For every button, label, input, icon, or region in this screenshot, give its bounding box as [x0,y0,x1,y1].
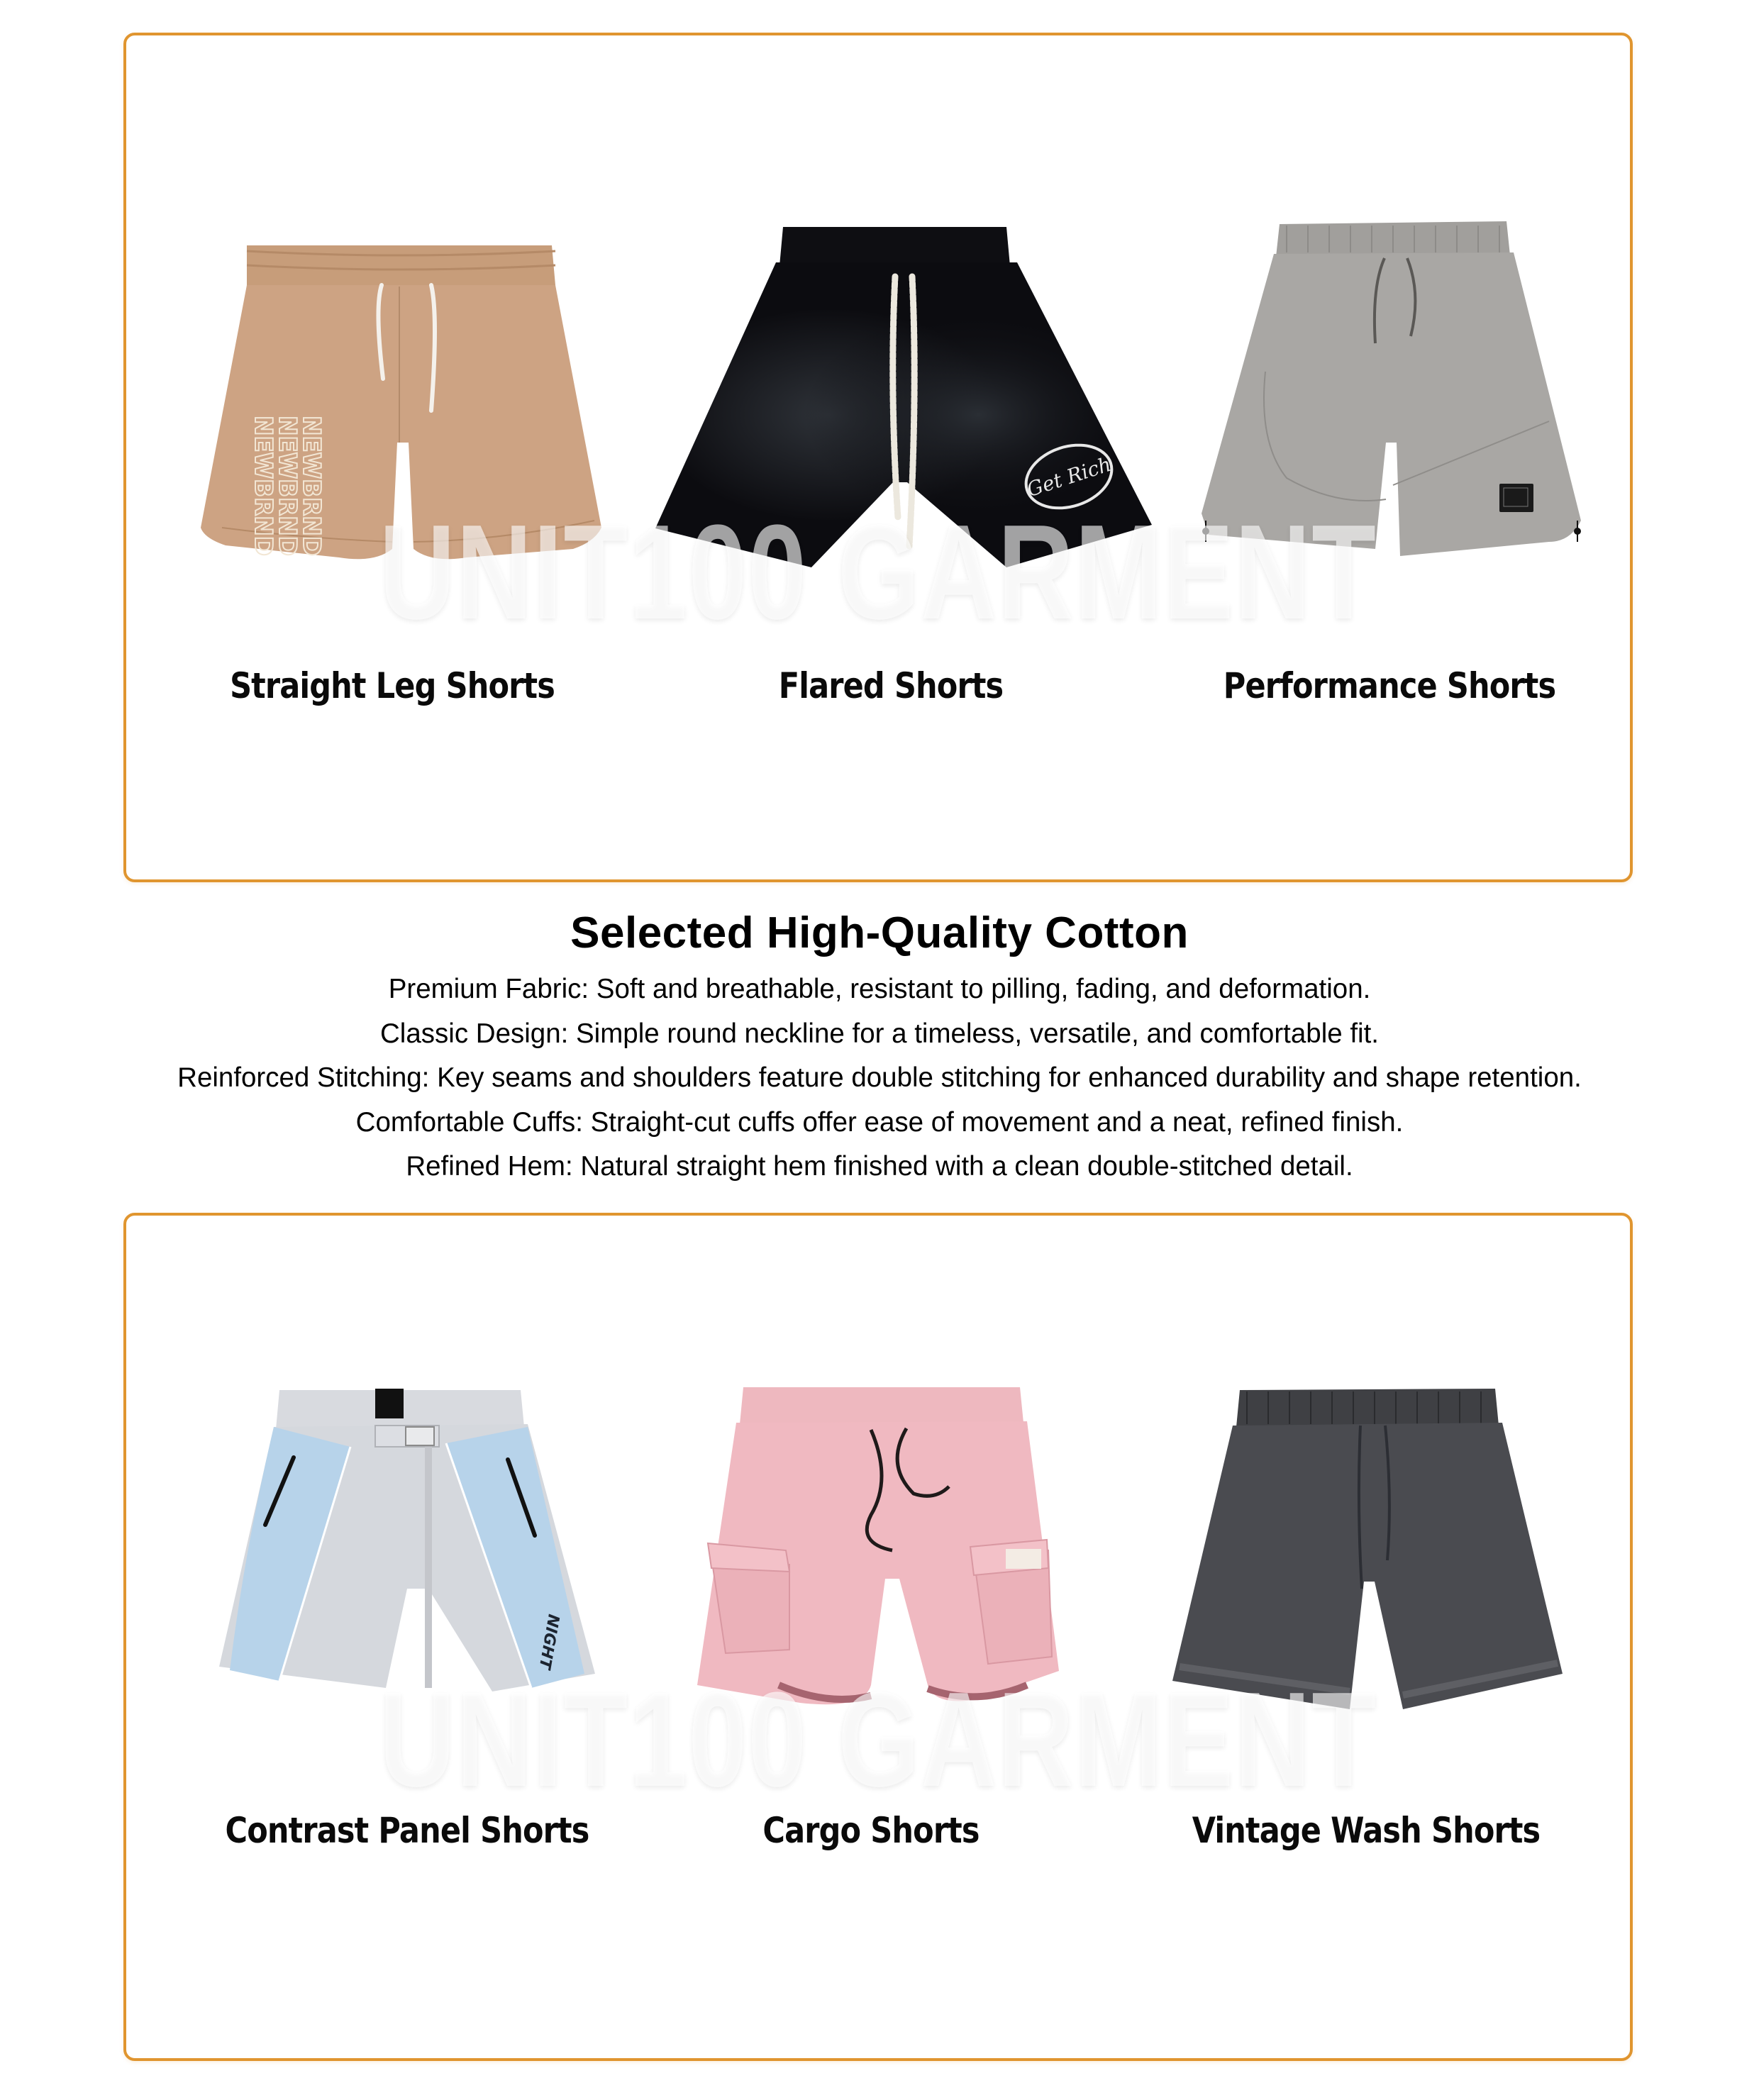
product-label-straight-leg: Straight Leg Shorts [230,665,555,706]
product-card-top [123,33,1633,882]
product-label-contrast-panel: Contrast Panel Shorts [225,1810,589,1851]
product-label-performance: Performance Shorts [1223,665,1556,706]
svg-text:NEWBRND: NEWBRND [297,416,326,556]
feature-title: Selected High-Quality Cotton [570,909,1189,957]
svg-text:NIGHT: NIGHT [535,1612,562,1671]
feature-line-comfortable-cuffs: Comfortable Cuffs: Straight-cut cuffs offer ease of movement and a neat, refined finish. [355,1106,1404,1138]
feature-line-refined-hem: Refined Hem: Natural straight hem finished with a clean double-stitched detail. [406,1151,1353,1182]
shorts-icon [648,213,1159,574]
svg-text:Get Rich: Get Rich [1023,452,1114,502]
shorts-icon [1169,1376,1566,1716]
pink-cargo-shorts-image[interactable] [694,1373,1062,1713]
brand-watermark: UNIT100 GARMENT [379,497,1377,648]
shorts-icon [197,230,609,570]
feature-line-classic-design: Classic Design: Simple round neckline for a timeless, versatile, and comfortable fit. [380,1018,1379,1049]
tan-drawstring-shorts-image[interactable] [197,230,609,570]
feature-block [0,899,1759,1189]
svg-text:NEWBRND: NEWBRND [273,416,301,556]
feature-line-reinforced-stitching: Reinforced Stitching: Key seams and shoulders feature double stitching for enhanced durability and shape retention. [177,1062,1582,1093]
feature-line-premium-fabric: Premium Fabric: Soft and breathable, resistant to pilling, fading, and deformation. [388,974,1371,1004]
black-flared-shorts-image[interactable] [648,213,1159,574]
svg-text:NEWBRND: NEWBRND [249,416,277,556]
product-label-flared: Flared Shorts [778,665,1004,706]
contrast-panel-shorts-image[interactable] [216,1376,599,1702]
product-card-bottom [123,1213,1633,2061]
vintage-wash-shorts-image[interactable] [1169,1376,1566,1716]
product-label-vintage-wash: Vintage Wash Shorts [1192,1810,1541,1851]
brand-watermark: UNIT100 GARMENT [379,1665,1377,1815]
shorts-icon [216,1376,599,1702]
shorts-icon [1194,209,1592,577]
product-label-cargo: Cargo Shorts [762,1810,980,1851]
grey-performance-shorts-image[interactable] [1194,209,1592,577]
shorts-icon [694,1373,1062,1713]
